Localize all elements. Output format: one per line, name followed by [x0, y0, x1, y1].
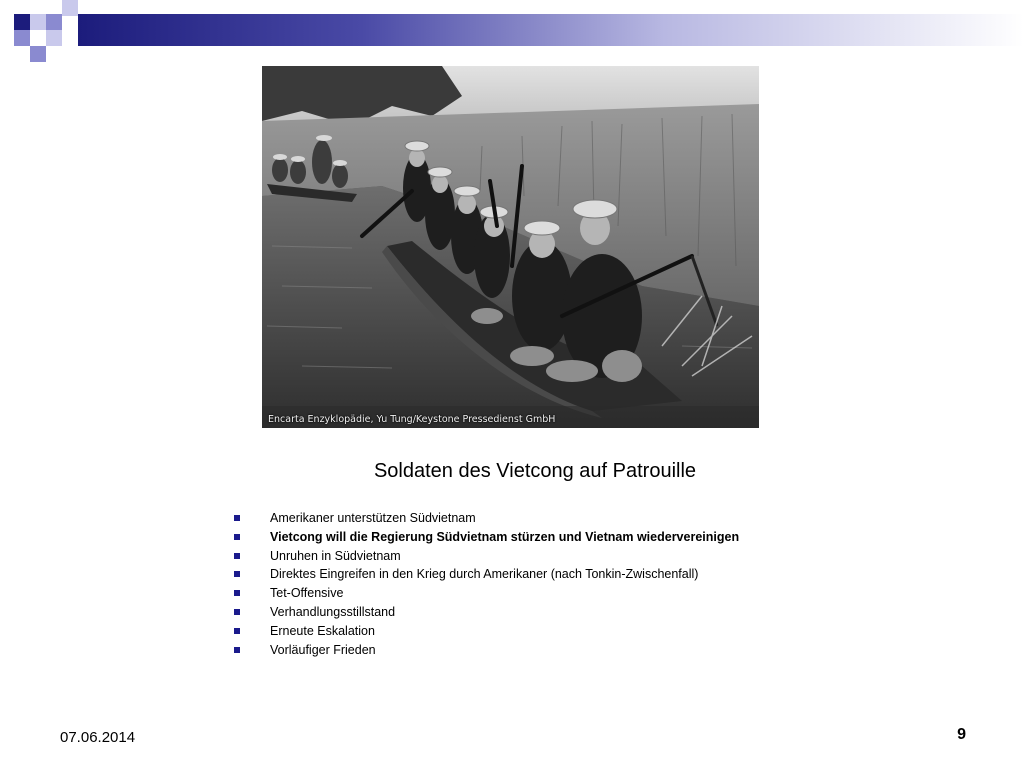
slide-photo — [262, 66, 759, 428]
bullet-text: Tet-Offensive — [270, 586, 344, 601]
deco-square — [14, 30, 30, 46]
bullet-icon — [234, 571, 240, 577]
bullet-icon — [234, 590, 240, 596]
deco-square — [30, 14, 46, 30]
bullet-text: Erneute Eskalation — [270, 623, 375, 638]
deco-square — [62, 0, 78, 16]
deco-square — [14, 14, 30, 30]
bullet-text: Amerikaner unterstützen Südvietnam — [270, 511, 476, 525]
deco-square — [46, 14, 62, 30]
bullet-text: Vorläufiger Frieden — [270, 642, 376, 657]
list-item — [234, 509, 739, 528]
header-decoration — [0, 0, 1024, 64]
deco-square — [46, 30, 62, 46]
bullet-text: Unruhen in Südvietnam — [270, 548, 401, 563]
bullet-list — [234, 509, 739, 659]
list-item — [234, 584, 739, 603]
list-item — [234, 547, 739, 566]
bullet-icon — [234, 647, 240, 653]
photo-image — [262, 66, 759, 428]
list-item — [234, 528, 739, 547]
footer-date: 07.06.2014 — [60, 729, 136, 746]
bullet-icon — [234, 609, 240, 615]
bullet-text: Direktes Eingreifen in den Krieg durch Amerikaner (nach Tonkin-Zwischenfall) — [270, 567, 699, 582]
page-number: 9 — [957, 726, 966, 743]
photo-credit: Encarta Enzyklopädie, Yu Tung/Keystone Pressedienst GmbH — [268, 414, 556, 425]
header-gradient-bar — [78, 14, 1024, 46]
list-item — [234, 603, 739, 622]
bullet-icon — [234, 534, 240, 540]
bullet-icon — [234, 628, 240, 634]
bullet-icon — [234, 515, 240, 521]
list-item — [234, 565, 739, 584]
list-item — [234, 641, 739, 660]
bullet-text: Verhandlungsstillstand — [270, 604, 396, 619]
deco-square — [30, 46, 46, 62]
bullet-text: Vietcong will die Regierung Südvietnam stürzen und Vietnam wiedervereinigen — [270, 529, 740, 544]
bullet-icon — [234, 553, 240, 559]
list-item — [234, 622, 739, 641]
image-caption: Soldaten des Vietcong auf Patrouille — [373, 460, 697, 482]
